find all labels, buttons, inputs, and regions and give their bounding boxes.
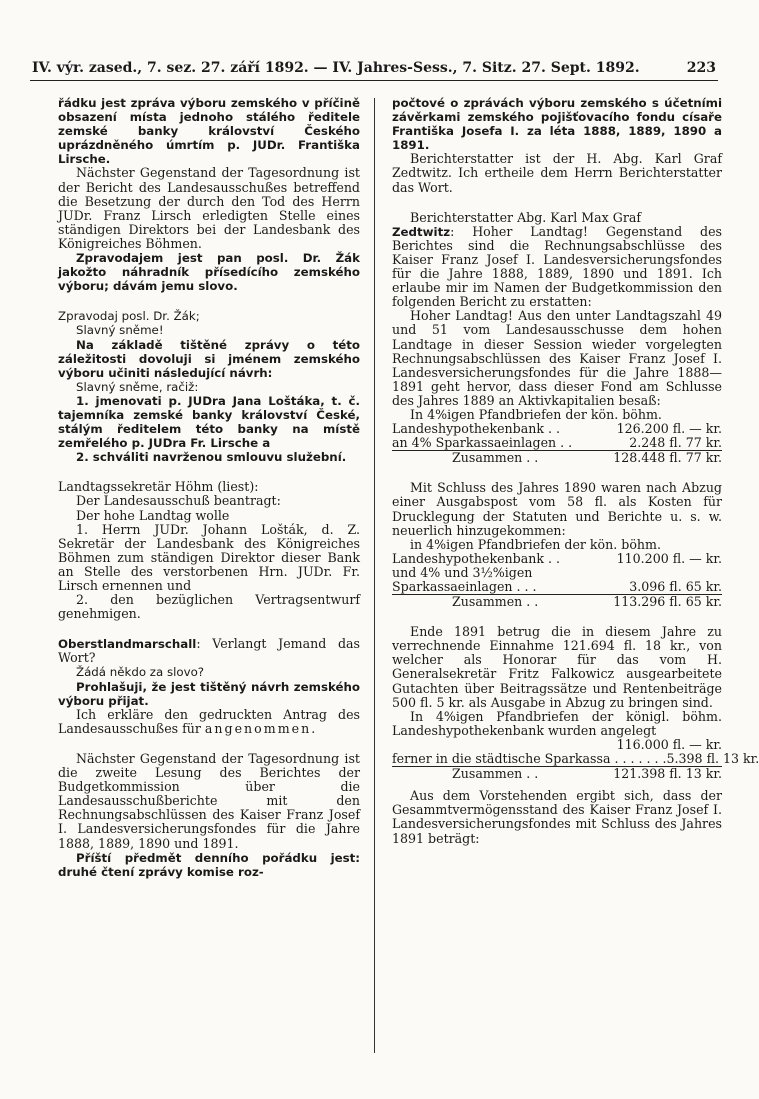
paragraph: Příští předmět denního pořádku jest: druhé čtení zprávy komise roz- <box>58 850 360 879</box>
speaker-line: Landtagssekretär Höhm (liest): <box>58 479 259 495</box>
table-row: 116.000 fl. — kr. <box>616 736 722 752</box>
table-row: ferner in die städtische Sparkassa . . . . . . . 5.398 fl. 13 kr. <box>392 751 759 767</box>
table-sum-row: Zusammen . . 121.398 fl. 13 kr. <box>392 766 722 781</box>
table-row: an 4% Sparkassaeinlagen . . 2.248 fl. 77 kr. <box>392 435 722 451</box>
speaker-line: Oberstlandmarschall: Verlangt Jemand das Wort? <box>58 636 360 666</box>
paragraph: Aus dem Vorstehenden ergibt sich, dass der Gesammtvermögensstand des Kaiser Franz Josef I. Landesversicherungsfondes mit Schluss des Jahres 1891 beträgt: <box>392 788 722 846</box>
table-row: Sparkassaeinlagen . . . 3.096 fl. 65 kr. <box>392 579 722 594</box>
paragraph: Berichterstatter ist der H. Abg. Karl Graf Zedtwitz. Ich ertheile dem Herrn Berichterstatter das Wort. <box>392 151 722 195</box>
paragraph: Ende 1891 betrug die in diesem Jahre zu verrechnende Einnahme 121.694 fl. 18 kr., von welcher als Honorar für das vom H. Generalsekretär Fritz Falkowicz ausgearbeitete Gutachten über Beitragssätze und Rentenbeiträge 500 fl. 5 kr. als Ausgabe in Abzug zu bringen sind. <box>392 624 722 710</box>
list-item: 2. schváliti navrženou smlouvu služební. <box>76 450 347 465</box>
table-intro: in 4%igen Pfandbriefen der kön. böhm. <box>410 536 661 552</box>
paragraph: Nächster Gegenstand der Tagesordnung ist der Bericht des Landesausschußes betreffend die Besetzung der durch den Tod des Herrn JUDr. Franz Lirsch erledigten Stelle eines ständigen Direktors bei der Landesbank des Königreiches Böhmen. <box>58 165 360 251</box>
table-sum-row: Zusammen . . 113.296 fl. 65 kr. <box>392 594 722 609</box>
paragraph: Der Landesausschuß beantragt: <box>76 493 281 509</box>
speaker-line: Berichterstatter Abg. Karl Max Graf <box>410 209 642 225</box>
paragraph: Hoher Landtag! Aus den unter Landtagszahl 49 und 51 vom Landesausschusse dem hohen Landtage in dieser Session wieder vorgelegten Rechnungsabschlüssen des Kaiser Franz Josef I. Landesversicherungsfondes für die Jahre 1888—1891 geht hervor, dass dieser Fond am Schlusse des Jahres 1889 an Aktivkapitalien besaß: <box>392 308 722 408</box>
right-column <box>392 96 759 846</box>
speaker-name: Zedtwitz <box>392 224 451 239</box>
list-item: 1. jmenovati p. JUDra Jana Loštáka, t. č. tajemníka zemské banky království České, stálým ředitelem této banky na místě zemřelého p. JUDra Fr. Lirsche a <box>58 393 360 451</box>
paragraph: Na základě tištěné zprávy o této záležitosti dovoluji si jménem zemského výboru učiniti následující návrh: <box>58 337 360 380</box>
speaker-name: Oberstlandmarschall <box>58 637 197 652</box>
list-item: 1. Herrn JUDr. Johann Lošták, d. Z. Sekretär der Landesbank des Königreiches Böhmen zum ständigen Direktor dieser Bank an Stelle des verstorbenen Hrn. JUDr. Fr. Lirsch ernennen und <box>58 521 360 593</box>
table-row: Landeshypothekenbank . . 126.200 fl. — kr. <box>392 421 722 437</box>
paragraph: In 4%igen Pfandbriefen der königl. böhm. Landeshypothekenbank wurden angelegt <box>392 708 722 738</box>
paragraph: Zedtwitz: Hoher Landtag! Gegenstand des Berichtes sind die Rechnungsabschlüsse des Kaiser Franz Josef I. Landesversicherungsfondes für die Jahre 1888, 1889, 1890 und 1891. Ich erlaube mir im Namen der Budgetkommission den folgenden Bericht zu erstatten: <box>392 223 722 310</box>
paragraph: Der hohe Landtag wolle <box>76 507 230 523</box>
paragraph: Prohlašuji, že jest tištěný návrh zemského výboru přijat. <box>58 679 360 708</box>
paragraph: řádku jest zpráva výboru zemského v příčině obsazení místa jednoho stálého ředitele zemské banky království Českého uprázdněného úmrtím p. JUDr. Františka Lirsche. <box>58 96 360 167</box>
table-sum-row: Zusammen . . 128.448 fl. 77 kr. <box>392 450 722 465</box>
page-number: 223 <box>686 60 716 76</box>
column-divider <box>374 98 375 1053</box>
paragraph: Ich erkläre den gedruckten Antrag des Landesausschußes für angenommen. <box>58 706 360 736</box>
paragraph: počtové o zprávách výboru zemského s účetními závěrkami zemského pojišťovacího fondu císaře Františka Josefa I. za léta 1888, 1889, 1890 a 1891. <box>392 96 722 153</box>
table-intro: und 4% und 3½%igen <box>392 564 533 580</box>
paragraph: Zpravodajem jest pan posl. Dr. Žák jakožto náhradník přísedícího zemského výboru; dávám jemu slovo. <box>58 251 360 294</box>
speaker-line: Zpravodaj posl. Dr. Žák; <box>58 309 200 324</box>
paragraph: Mit Schluss des Jahres 1890 waren nach Abzug einer Ausgabspost vom 58 fl. als Kosten für Drucklegung der Statuten und Berichte u. s. w. neuerlich hinzugekommen: <box>392 480 722 538</box>
salutation: Slavný sněme! <box>76 323 164 338</box>
table-row: Landeshypothekenbank . . 110.200 fl. — kr. <box>392 550 722 566</box>
list-item: 2. den bezüglichen Vertragsentwurf genehmigen. <box>58 592 360 622</box>
running-head: IV. výr. zased., 7. sez. 27. září 1892. — IV. Jahres-Sess., 7. Sitz. 27. Sept. 1892. <box>32 60 640 76</box>
page-header <box>30 58 718 81</box>
paragraph: Žádá někdo za slovo? <box>76 665 205 680</box>
paragraph: Nächster Gegenstand der Tagesordnung ist die zweite Lesung des Berichtes der Budgetkommission über die Landesausschußberichte mit den Rechnungsabschlüssen des Kaiser Franz Josef I. Landesversicherungsfondes für die Jahre 1888, 1889, 1890 und 1891. <box>58 750 360 851</box>
left-column <box>58 96 360 879</box>
table-intro: In 4%igen Pfandbriefen der kön. böhm. <box>410 406 662 422</box>
paragraph: Slavný sněme, račiž: <box>76 379 199 394</box>
